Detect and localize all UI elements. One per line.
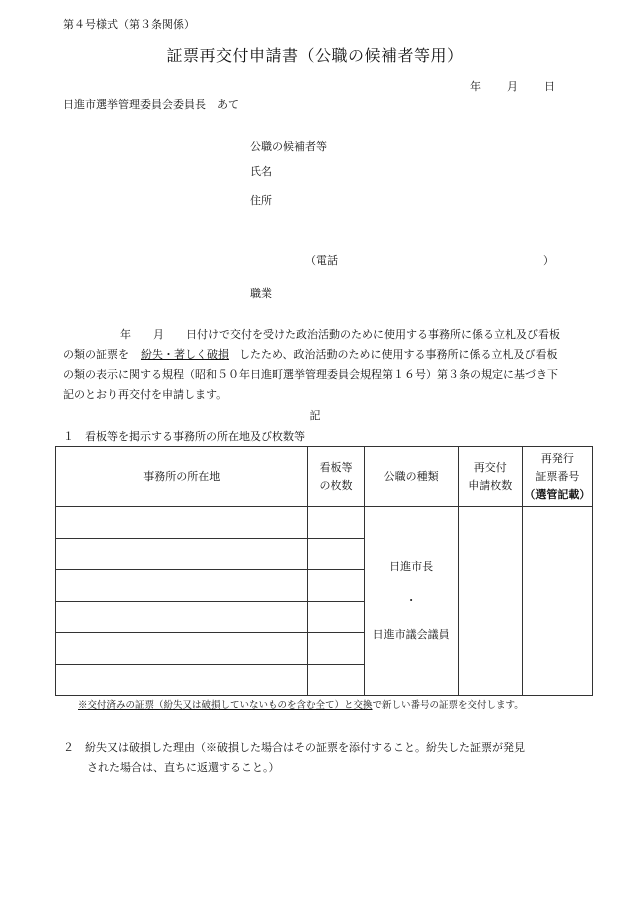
section2-reason [63,738,573,778]
ki-marker: 記 [309,409,321,422]
office-address-cell[interactable] [56,633,308,665]
section2-line1: ２ 紛失又は破損した理由（※破損した場合はその証票を添付すること。紛失した証票が発見 [63,741,525,754]
body-text-a: 日付けで交付を受けた政治活動のために使用する事務所に係る立札及び看板の類の証票を [63,328,560,361]
header-reissue-count: 再交付 申請枚数 [458,447,522,507]
office-table [55,446,593,696]
address-label: 住所 [250,194,272,207]
office-address-cell[interactable] [56,601,308,633]
sign-count-cell[interactable] [308,664,364,696]
office-address-cell[interactable] [56,538,308,570]
candidate-label: 公職の候補者等 [250,140,327,153]
note-underlined: ※交付済みの証票（紛失又は破損していないものを含む全て）と交換 [78,700,373,711]
exchange-note [78,700,524,711]
date-day-label: 日 [544,80,555,93]
sign-count-cell[interactable] [308,633,364,665]
section1-heading: １ 看板等を掲示する事務所の所在地及び枚数等 [63,430,305,443]
date-line [470,80,555,93]
office-address-cell[interactable] [56,664,308,696]
header-sign-count: 看板等 の枚数 [308,447,364,507]
table-header-row [56,447,593,507]
application-statement [63,325,563,405]
reason-choice: 紛失・著しく破損 [141,348,229,361]
header-cert-number: 再発行 証票番号 （選管記載） [522,447,592,507]
table-row [56,507,593,539]
body-month: 月 [153,328,164,341]
date-year-label: 年 [470,80,481,93]
type-separator: ・ [405,594,417,607]
type-mayor: 日進市長 [389,560,434,573]
addressee: 日進市選挙管理委員会委員長 あて [63,98,239,111]
body-year: 年 [120,328,131,341]
form-number: 第４号様式（第３条関係） [63,18,195,31]
cert-number-cell [522,507,592,696]
section2-line2: された場合は、直ちに返還すること。） [87,761,280,774]
office-address-cell[interactable] [56,570,308,602]
sign-count-cell[interactable] [308,538,364,570]
type-council: 日進市議会議員 [372,628,450,641]
page-title: 証票再交付申請書（公職の候補者等用） [166,46,464,65]
body-text-b: したため、政治活動のために使用する事務所に係る立札及び看板の類の表示に関する規程（昭和５０年日進町選挙管理委員会規程第１６号）第３条の規定に基づき下記のとおり再交付を申請します。 [63,348,558,401]
sign-count-cell[interactable] [308,601,364,633]
note-rest: で新しい番号の証票を交付します。 [372,700,524,711]
sign-count-cell[interactable] [308,570,364,602]
occupation-label: 職業 [250,287,272,300]
name-label: 氏名 [250,165,272,178]
header-office-type: 公職の種類 [364,447,458,507]
header-office-address: 事務所の所在地 [56,447,308,507]
date-month-label: 月 [507,80,518,93]
office-address-cell[interactable] [56,507,308,539]
phone-label: （電話 [305,254,338,267]
reissue-count-cell[interactable] [458,507,522,696]
office-type-cell [364,507,458,696]
sign-count-cell[interactable] [308,507,364,539]
phone-close-paren: ） [543,254,554,267]
